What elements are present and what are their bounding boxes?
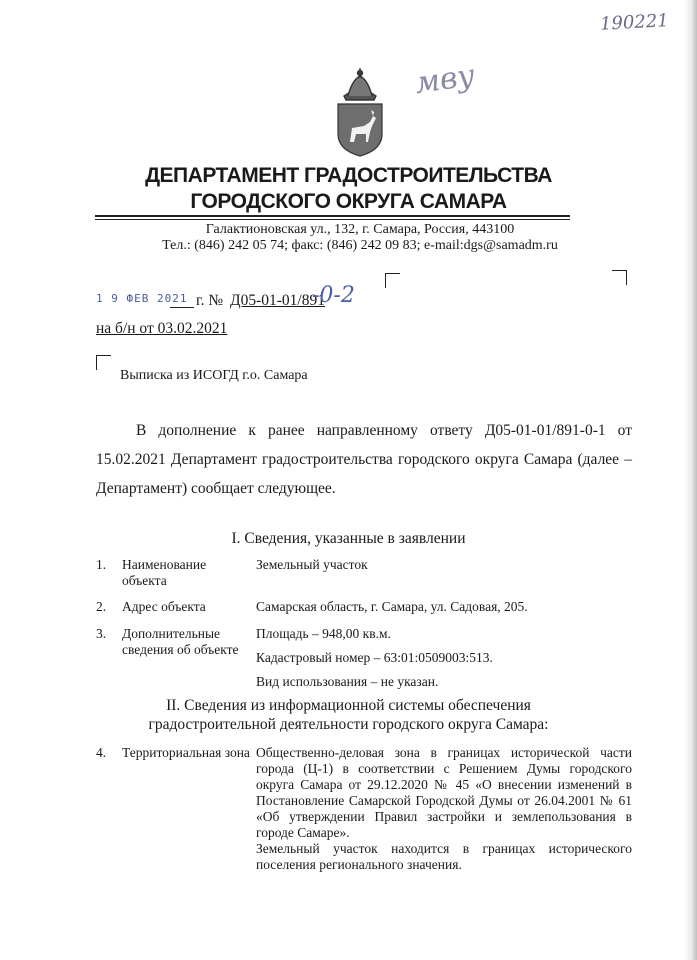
department-title-line1: ДЕПАРТАМЕНТ ГРАДОСТРОИТЕЛЬСТВА bbox=[145, 164, 552, 187]
registration-date-stamp: 1 9 ФЕВ 2021 bbox=[96, 292, 188, 305]
scan-edge-shadow bbox=[683, 0, 697, 960]
row-value-historic-settlement: Земельный участок находится в границах исторического поселения регионального значения. bbox=[256, 841, 632, 872]
table-row bbox=[96, 599, 636, 619]
addressee-corner-left bbox=[385, 273, 400, 288]
row-value-area: Площадь – 948,00 кв.м. bbox=[256, 626, 391, 641]
handwritten-initials: мву bbox=[412, 58, 477, 101]
header-rule-thin bbox=[95, 219, 570, 220]
samara-coat-of-arms-emblem bbox=[330, 66, 390, 158]
reference-number: Д05-01-01/891 bbox=[230, 292, 325, 309]
department-address: Галактионовская ул., 132, г. Самара, Россия, 443100 bbox=[205, 222, 515, 237]
row-number: 4. bbox=[96, 745, 107, 760]
in-reply-to: на б/н от 03.02.2021 bbox=[96, 320, 228, 337]
section-2-heading-line2: градостроительной деятельности городского округа Самара: bbox=[148, 716, 549, 733]
row-value: Земельный участок bbox=[256, 557, 368, 572]
row-number: 1. bbox=[96, 557, 107, 572]
document-subject: Выписка из ИСОГД г.о. Самара bbox=[120, 368, 308, 383]
row-number: 3. bbox=[96, 626, 107, 641]
table-row bbox=[96, 557, 636, 589]
row-label: Адрес объекта bbox=[122, 599, 206, 614]
row-label: Территориальная зона bbox=[122, 745, 250, 760]
row-number: 2. bbox=[96, 599, 107, 614]
table-row bbox=[96, 626, 636, 690]
header-rule-thick bbox=[95, 215, 570, 217]
date-underline bbox=[170, 307, 194, 308]
section-1-heading: I. Сведения, указанные в заявлении bbox=[231, 530, 466, 547]
handwritten-number-suffix: -0-2 bbox=[312, 283, 355, 308]
addressee-corner-right bbox=[612, 270, 627, 285]
department-contacts: Тел.: (846) 242 05 74; факс: (846) 242 09 83; e-mail:dgs@samadm.ru bbox=[162, 238, 558, 253]
row-value-zone: Общественно-деловая зона в границах исторической части города (Ц-1) в соответствии с Решением Думы городского округа Самара от 29.12.2020 № 45 «О внесении изменений в Постановление Самарской Городской Думы от 26.04.2001 № 61 «Об утверждении Правил застройки и землепользования в городе Самаре». bbox=[256, 745, 632, 840]
row-value: Самарская область, г. Самара, ул. Садовая, 205. bbox=[256, 599, 528, 614]
subject-corner bbox=[96, 355, 111, 370]
row-label: Дополнительные сведения об объекте bbox=[122, 626, 239, 657]
row-label: Наименование объекта bbox=[122, 557, 207, 588]
table-row bbox=[96, 745, 636, 875]
department-title-line2: ГОРОДСКОГО ОКРУГА САМАРА bbox=[190, 190, 507, 213]
row-value-usage: Вид использования – не указан. bbox=[256, 674, 439, 689]
handwritten-corner-number: 190221 bbox=[599, 10, 670, 35]
intro-paragraph: В дополнение к ранее направленному ответу Д05-01-01/891-0-1 от 15.02.2021 Департамент градостроительства городского округа Самара (далее – Департамент) сообщает следующее. bbox=[96, 422, 632, 497]
reference-number-prefix: г. № bbox=[196, 292, 224, 309]
row-value-cadastral: Кадастровый номер – 63:01:0509003:513. bbox=[256, 650, 493, 665]
section-2-heading-line1: II. Сведения из информационной системы обеспечения bbox=[166, 697, 531, 714]
